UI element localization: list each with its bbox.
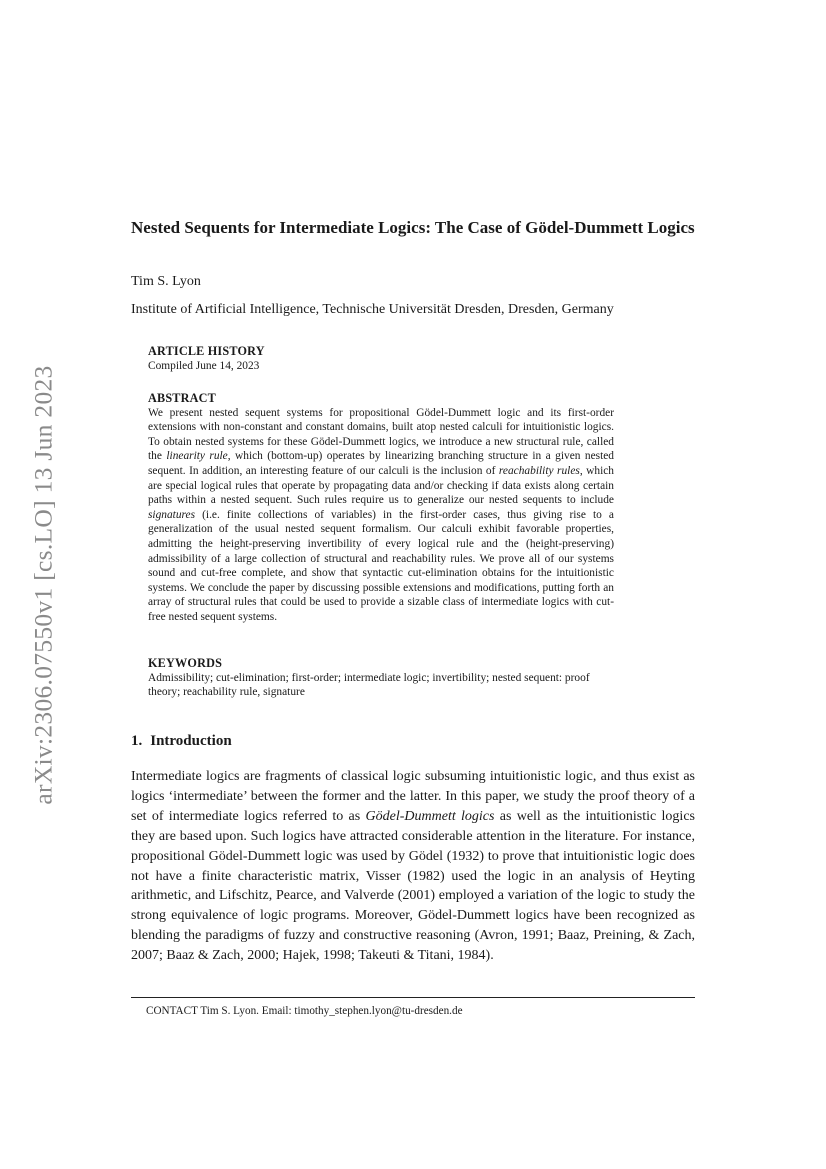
article-history [148, 344, 614, 373]
compiled-date: Compiled June 14, 2023 [148, 359, 260, 372]
abstract-text-part: (i.e. finite collections of variables) in the first-order cases, thus giving rise to a generalization of the usual nested sequent formalism. Our calculi exhibit favorable properties, admitting the height-preserving invertibility of every logical rule and the (height-preserving) admissibility of a large collection of structural and reachability rules. We prove all of our systems sound and cut-free complete, and show that syntactic cut-elimination obtains for the intuitionistic systems. We conclude the paper by discussing possible extensions and modifications, putting forth an array of structural rules that could be used to provide a sizable class of intermediate logics with cut-free nested sequent systems. [148, 508, 614, 623]
keywords [148, 656, 614, 700]
article-history-heading: ARTICLE HISTORY [148, 344, 265, 358]
keywords-text: Admissibility; cut-elimination; first-order; intermediate logic; invertibility; nested sequent: proof theory; reachability rule, signature [148, 671, 590, 699]
arxiv-sidebar [22, 340, 66, 830]
abstract [148, 391, 614, 625]
abstract-emphasis: linearity rule [166, 450, 228, 463]
contact-footnote: CONTACT Tim S. Lyon. Email: timothy_stephen.lyon@tu-dresden.de [146, 1005, 463, 1017]
intro-paragraph [131, 767, 695, 966]
footnote-rule [131, 997, 695, 998]
author-affiliation: Institute of Artificial Intelligence, Technische Universität Dresden, Dresden, Germany [131, 302, 614, 317]
abstract-heading: ABSTRACT [148, 391, 216, 405]
intro-text-part: as well as the intuitionistic logics they are based upon. Such logics have attracted considerable attention in the literature. For instance, propositional Gödel-Dummett logic was used by Gödel (1932) to prove that intuitionistic logic does not have a finite characteristic matrix, Visser (1982) used the logic in an analysis of Heyting arithmetic, and Lifschitz, Pearce, and Valverde (2001) employed a variation of the logic to study the strong equivalence of logic programs. Moreover, Gödel-Dummett logics have been recognized as blending the paradigms of fuzzy and constructive reasoning (Avron, 1991; Baaz, Preining, & Zach, 2007; Baaz & Zach, 2000; Hajek, 1998; Takeuti & Titani, 1984). [131, 808, 695, 964]
abstract-text-part: , which are special logical rules that operate by propagating data and/or checking if data exists along certain paths within a nested sequent. Such rules require us to generalize our nested sequents to include [148, 464, 614, 507]
section-title: Introduction [150, 733, 232, 749]
section-number: 1. [131, 733, 143, 749]
abstract-emphasis: reachability rules [498, 464, 580, 477]
section-heading [131, 733, 232, 750]
abstract-emphasis: signatures [148, 508, 196, 521]
abstract-text-part: We present nested sequent systems for propositional Gödel-Dummett logic and its first-order extensions with non-constant and constant domains, built atop nested calculi for intuitionistic logics. To obtain nested systems for these Gödel-Dummett logics, we introduce a new structural rule, called the [148, 406, 614, 463]
author-name: Tim S. Lyon [131, 274, 201, 289]
paper-title: Nested Sequents for Intermediate Logics: The Case of Gödel-Dummett Logics [131, 218, 695, 237]
intro-text-part: Intermediate logics are fragments of classical logic subsuming intuitionistic logic, and thus exist as logics ‘intermediate’ between the former and the latter. In this paper, we study the proof theory of a set of intermediate logics referred to as [131, 769, 695, 824]
intro-emphasis: Gödel-Dummett logics [365, 808, 495, 824]
arxiv-id: arXiv:2306.07550v1 [cs.LO] 13 Jun 2023 [29, 365, 58, 805]
abstract-text [148, 406, 614, 625]
abstract-text-part: , which (bottom-up) operates by linearizing branching structure in a given nested sequent. In addition, an interesting feature of our calculi is the inclusion of [148, 450, 615, 477]
keywords-heading: KEYWORDS [148, 656, 223, 670]
